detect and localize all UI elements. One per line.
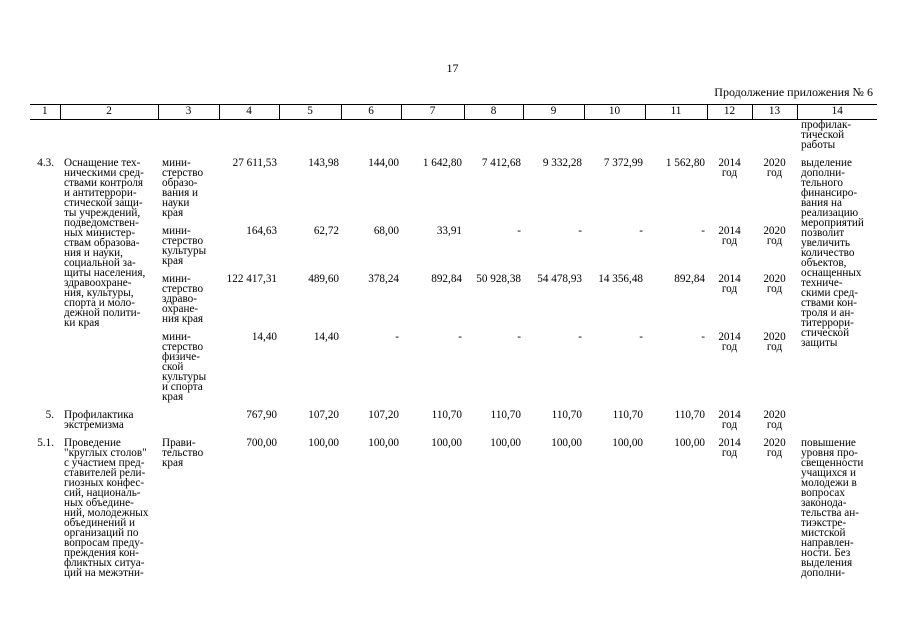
page-number: 17 xyxy=(446,61,459,75)
funding-value: 767,90 xyxy=(246,409,277,421)
empty-cell xyxy=(707,120,752,151)
table-row xyxy=(30,430,877,578)
responsible-executor: мини- стерство культуры края xyxy=(162,225,207,267)
table-row xyxy=(30,324,877,402)
start-year: 2014 год xyxy=(718,437,741,459)
column-header: 14 xyxy=(797,105,877,120)
funding-value: 7 412,68 xyxy=(481,157,521,169)
carry-over-text: профилак- тической работы xyxy=(801,119,852,151)
column-header: 1 xyxy=(30,105,60,120)
funding-value: 50 928,38 xyxy=(476,273,521,285)
column-header: 12 xyxy=(707,105,752,120)
responsible-executor: мини- стерство образо- вания и науки края xyxy=(162,157,204,219)
funding-value: 27 611,53 xyxy=(232,157,277,169)
row-number: 5.1. xyxy=(37,437,54,449)
funding-value: - xyxy=(701,225,705,237)
end-year: 2020 год xyxy=(763,157,786,179)
funding-value: 144,00 xyxy=(368,157,399,169)
start-year: 2014 год xyxy=(718,225,741,247)
funding-value: 100,00 xyxy=(431,437,462,449)
start-year: 2014 год xyxy=(718,409,741,431)
responsible-executor xyxy=(158,402,219,430)
empty-cell xyxy=(279,120,341,151)
funding-value: - xyxy=(639,225,643,237)
empty-cell xyxy=(219,120,279,151)
end-year: 2020 год xyxy=(763,331,786,353)
funding-value: 107,20 xyxy=(368,409,399,421)
funding-value: 33,91 xyxy=(436,225,462,237)
appendix-continuation-label: Продолжение приложения № 6 xyxy=(714,85,873,99)
funding-value: - xyxy=(517,331,521,343)
column-header: 11 xyxy=(645,105,707,120)
funding-value: 110,70 xyxy=(551,409,582,421)
funding-value: 700,00 xyxy=(246,437,277,449)
column-header: 10 xyxy=(584,105,645,120)
funding-value: 14 356,48 xyxy=(598,273,643,285)
funding-value: 122 417,31 xyxy=(226,273,277,285)
funding-value: 100,00 xyxy=(490,437,521,449)
funding-value: 110,70 xyxy=(490,409,521,421)
row-number: 4.3. xyxy=(37,157,54,169)
empty-cell xyxy=(341,120,401,151)
table-row xyxy=(30,402,877,430)
funding-value: 892,84 xyxy=(431,273,462,285)
expected-result xyxy=(797,402,877,430)
funding-value: 164,63 xyxy=(246,225,277,237)
expected-result: выделение дополни- тельного финансиро- вания на реализацию мероприятий позволит увеличить количество объектов, оснащенных техниче- скими сред- ствами кон- троля и ан- титеррори- стической защиты xyxy=(801,157,864,349)
table-row xyxy=(30,266,877,324)
funding-value: 892,84 xyxy=(674,273,705,285)
empty-cell xyxy=(752,120,797,151)
funding-value: 100,00 xyxy=(308,437,339,449)
empty-cell xyxy=(158,120,219,151)
funding-value: 14,40 xyxy=(313,331,339,343)
funding-value: 107,20 xyxy=(308,409,339,421)
funding-value: 68,00 xyxy=(373,225,399,237)
carry-over-row xyxy=(30,120,877,151)
column-header: 2 xyxy=(60,105,158,120)
funding-value: 1 562,80 xyxy=(665,157,705,169)
funding-value: 1 642,80 xyxy=(422,157,462,169)
end-year: 2020 год xyxy=(763,273,786,295)
funding-value: 143,98 xyxy=(308,157,339,169)
funding-value: 378,24 xyxy=(368,273,399,285)
funding-value: 9 332,28 xyxy=(542,157,582,169)
table-body xyxy=(30,120,877,579)
column-header: 3 xyxy=(158,105,219,120)
end-year: 2020 год xyxy=(763,409,786,431)
program-table xyxy=(30,104,877,578)
start-year: 2014 год xyxy=(718,273,741,295)
responsible-executor: мини- стерство здраво- охране- ния края xyxy=(162,273,204,325)
table-row xyxy=(30,150,877,218)
funding-value: 14,40 xyxy=(251,331,277,343)
funding-value: - xyxy=(701,331,705,343)
responsible-executor: мини- стерство физиче- ской культуры и спорта края xyxy=(162,331,207,403)
start-year: 2014 год xyxy=(718,331,741,353)
funding-value: 100,00 xyxy=(612,437,643,449)
funding-value: - xyxy=(578,225,582,237)
table-row xyxy=(30,218,877,266)
column-header: 6 xyxy=(341,105,401,120)
empty-cell xyxy=(523,120,584,151)
column-header: 8 xyxy=(464,105,523,120)
funding-value: 54 478,93 xyxy=(537,273,582,285)
column-header: 5 xyxy=(279,105,341,120)
funding-value: - xyxy=(639,331,643,343)
empty-cell xyxy=(30,120,60,151)
funding-value: 100,00 xyxy=(674,437,705,449)
funding-value: 100,00 xyxy=(551,437,582,449)
activity-name: Проведение "круглых столов" с участием пред- ставителей рели- гиозных конфес- сий, националь- ных объедине- ний, молодежных объединений и организаций по вопросам преду- преждения кон- фликтных ситуа- ций на межэтни- xyxy=(64,437,149,579)
funding-value: 100,00 xyxy=(368,437,399,449)
activity-name: Профилактика экстремизма xyxy=(64,409,134,431)
column-number-row xyxy=(30,105,877,120)
empty-cell xyxy=(645,120,707,151)
column-header: 9 xyxy=(523,105,584,120)
start-year: 2014 год xyxy=(718,157,741,179)
end-year: 2020 год xyxy=(763,437,786,459)
empty-cell xyxy=(464,120,523,151)
empty-cell xyxy=(401,120,464,151)
empty-cell xyxy=(60,120,158,151)
funding-value: 110,70 xyxy=(431,409,462,421)
funding-value: 489,60 xyxy=(308,273,339,285)
funding-value: - xyxy=(517,225,521,237)
column-header: 4 xyxy=(219,105,279,120)
funding-value: 62,72 xyxy=(313,225,339,237)
funding-value: 110,70 xyxy=(612,409,643,421)
column-header: 7 xyxy=(401,105,464,120)
column-header: 13 xyxy=(752,105,797,120)
funding-value: - xyxy=(458,331,462,343)
row-number: 5. xyxy=(45,409,54,421)
funding-value: 7 372,99 xyxy=(603,157,643,169)
responsible-executor: Прави- тельство края xyxy=(162,437,204,469)
funding-value: - xyxy=(395,331,399,343)
expected-result: повышение уровня про- свещенности учащихся и молодежи в вопросах законода- тельства ан- тиэкстре- мистской направлен- ности. Без выделения дополни- xyxy=(801,437,864,579)
empty-cell xyxy=(584,120,645,151)
funding-value: 110,70 xyxy=(674,409,705,421)
funding-value: - xyxy=(578,331,582,343)
end-year: 2020 год xyxy=(763,225,786,247)
activity-name: Оснащение тех- ническими сред- ствами контроля и антитеррори- стической защи- ты учреждений, подведомствен- ных министер- ствам образова- ния и науки, социальной за- щиты населения, здравоохране- ния, культуры, спорта и моло- дежной полити- ки края xyxy=(64,157,146,329)
